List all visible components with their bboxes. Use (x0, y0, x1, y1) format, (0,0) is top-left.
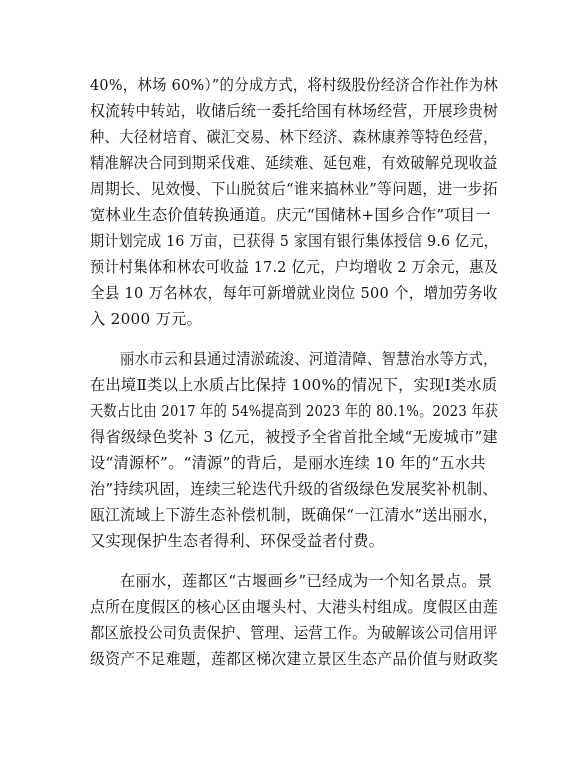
paragraph-1-line: 期计划完成 16 万亩，已获得 5 家国有银行集体授信 9.6 亿元， (90, 232, 498, 250)
paragraph-1-line: 全县 10 万名林农，每年可新增就业岗位 500 个，增加劳务收 (90, 284, 498, 302)
paragraph-1-line: 40%，林场 60%）”的分成方式，将村级股份经济合作社作为林 (90, 76, 499, 94)
paragraph-1-line: 宽林业生态价值转换通道。庆元“国储林+国乡合作”项目一 (90, 206, 491, 224)
paragraph-1-line: 入 2000 万元。 (90, 310, 203, 328)
paragraph-2-line: 天数占比由 2017 年的 54%提高到 2023 年的 80.1%。2023 年获 (90, 402, 499, 420)
paragraph-1-line: 预计村集体和林农可收益 17.2 亿元，户均增收 2 万余元，惠及 (90, 258, 499, 276)
paragraph-1-line: 精准解决合同到期采伐难、延续难、延包难，有效破解兑现收益 (90, 154, 498, 172)
paragraph-2-line: 瓯江流域上下游生态补偿机制，既确保“一江清水”送出丽水， (90, 506, 498, 524)
paragraph-2-line: 又实现保护生态者得利、环保受益者付费。 (90, 532, 385, 550)
paragraph-3-line: 在丽水，莲都区“古堰画乡”已经成为一个知名景点。景 (120, 572, 493, 590)
paragraph-1-line: 权流转中转站，收储后统一委托给国有林场经营，开展珍贵树 (90, 102, 499, 120)
paragraph-1-line: 种、大径材培育、碳汇交易、林下经济、森林康养等特色经营， (90, 128, 498, 146)
paragraph-2-line: 治”持续巩固，连续三轮迭代升级的省级绿色发展奖补机制、 (90, 480, 498, 498)
paragraph-3-line: 点所在度假区的核心区由堰头村、大港头村组成。度假区由莲 (90, 598, 499, 616)
paragraph-2-line: 丽水市云和县通过清淤疏浚、河道清障、智慧治水等方式， (120, 350, 498, 368)
paragraph-2-line: 在出境Ⅱ类以上水质占比保持 100%的情况下，实现Ⅰ类水质 (90, 376, 498, 394)
paragraph-3-line: 级资产不足难题，莲都区梯次建立景区生态产品价值与财政奖 (90, 650, 499, 668)
paragraph-2-line: 得省级绿色奖补 3 亿元，被授予全省首批全域“无废城市”建 (90, 428, 499, 446)
paragraph-2-line: 设“清源杯”。“清源”的背后，是丽水连续 10 年的“五水共 (90, 454, 486, 472)
paragraph-3-line: 都区旅投公司负责保护、管理、运营工作。为破解该公司信用评 (90, 624, 498, 642)
paragraph-1-line: 周期长、见效慢、下山脱贫后“谁来搞林业”等问题，进一步拓 (90, 180, 498, 198)
